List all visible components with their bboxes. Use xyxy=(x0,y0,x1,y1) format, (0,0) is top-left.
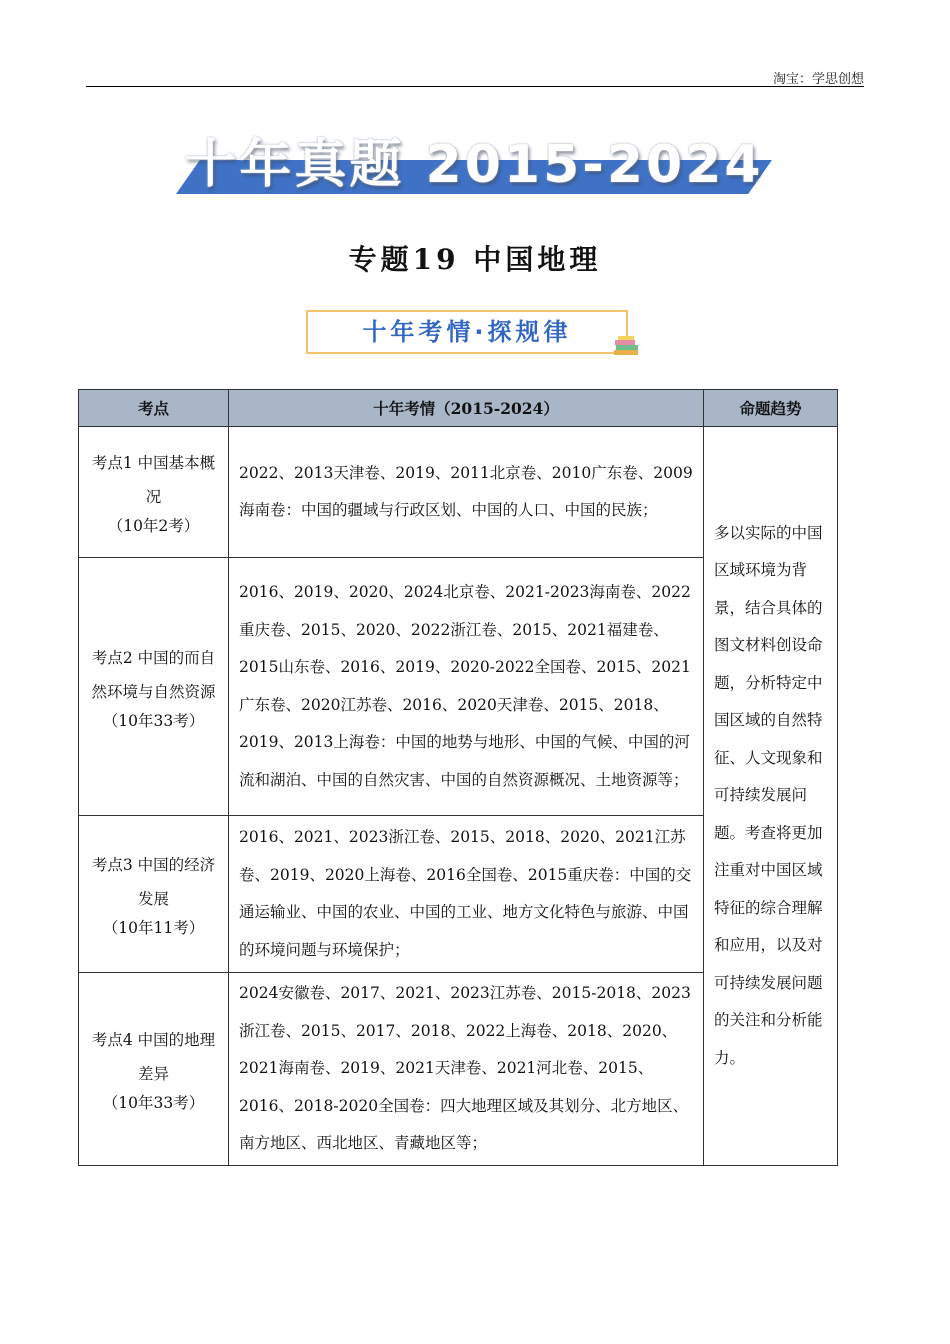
banner-title: 十年真题 2015-2024 xyxy=(184,135,764,195)
title-banner xyxy=(176,118,772,196)
point-name: 考点2 中国的而自然环境与自然资源 xyxy=(91,648,216,701)
point-cell xyxy=(79,973,229,1166)
point-count: （10年33考） xyxy=(102,711,205,730)
section-tag: 十年考情·探规律 xyxy=(306,310,628,354)
header-source-text: 淘宝：学思创想 xyxy=(772,72,864,87)
point-name: 考点1 中国基本概况 xyxy=(91,454,216,506)
table-row xyxy=(79,427,838,558)
trend-cell: 多以实际的中国区域环境为背景，结合具体的图文材料创设命题，分析特定中国区域的自然特征、人文现象和可持续发展问题。考查将更加注重对中国区域特征的综合理解和应用，以及对可持续发展问题的关注和分析能力。 xyxy=(704,427,838,1166)
point-count: （10年2考） xyxy=(107,517,200,535)
exam-analysis-table xyxy=(78,389,838,1166)
point-cell xyxy=(79,558,229,816)
table-header-row xyxy=(79,390,838,427)
detail-cell: 2024安徽卷、2017、2021、2023江苏卷、2015-2018、2023浙江卷、2015、2017、2018、2022上海卷、2018、2020、2021海南卷、2019、2021天津卷、2021河北卷、2015、2016、2018-2020全国卷：四大地理区域及其划分、北方地区、南方地区、西北地区、青藏地区等； xyxy=(229,973,704,1166)
detail-cell: 2022、2013天津卷、2019、2011北京卷、2010广东卷、2009海南卷：中国的疆域与行政区划、中国的人口、中国的民族； xyxy=(229,427,704,558)
point-cell xyxy=(79,427,229,558)
detail-cell: 2016、2021、2023浙江卷、2015、2018、2020、2021江苏卷、2019、2020上海卷、2016全国卷、2015重庆卷：中国的交通运输业、中国的农业、中国的工业、地方文化特色与旅游、中国的环境问题与环境保护； xyxy=(229,816,704,973)
header-history: 十年考情（2015-2024） xyxy=(229,390,704,427)
topic-title: 专题19 中国地理 xyxy=(348,243,602,276)
point-name: 考点4 中国的地理差异 xyxy=(91,1030,216,1083)
header-trend: 命题趋势 xyxy=(704,390,838,427)
header-divider xyxy=(86,86,864,87)
detail-cell: 2016、2019、2020、2024北京卷、2021-2023海南卷、2022重庆卷、2015、2020、2022浙江卷、2015、2021福建卷、2015山东卷、2016、2019、2020-2022全国卷、2015、2021广东卷、2020江苏卷、2016、2020天津卷、2015、2018、2019、2013上海卷：中国的地势与地形、中国的气候、中国的河流和湖泊、中国的自然灾害、中国的自然资源概况、土地资源等； xyxy=(229,558,704,816)
point-count: （10年33考） xyxy=(102,1093,205,1112)
point-count: （10年11考） xyxy=(102,919,205,937)
point-name: 考点3 中国的经济发展 xyxy=(91,856,216,908)
point-cell xyxy=(79,816,229,973)
books-icon xyxy=(612,334,642,358)
header-point: 考点 xyxy=(79,390,229,427)
